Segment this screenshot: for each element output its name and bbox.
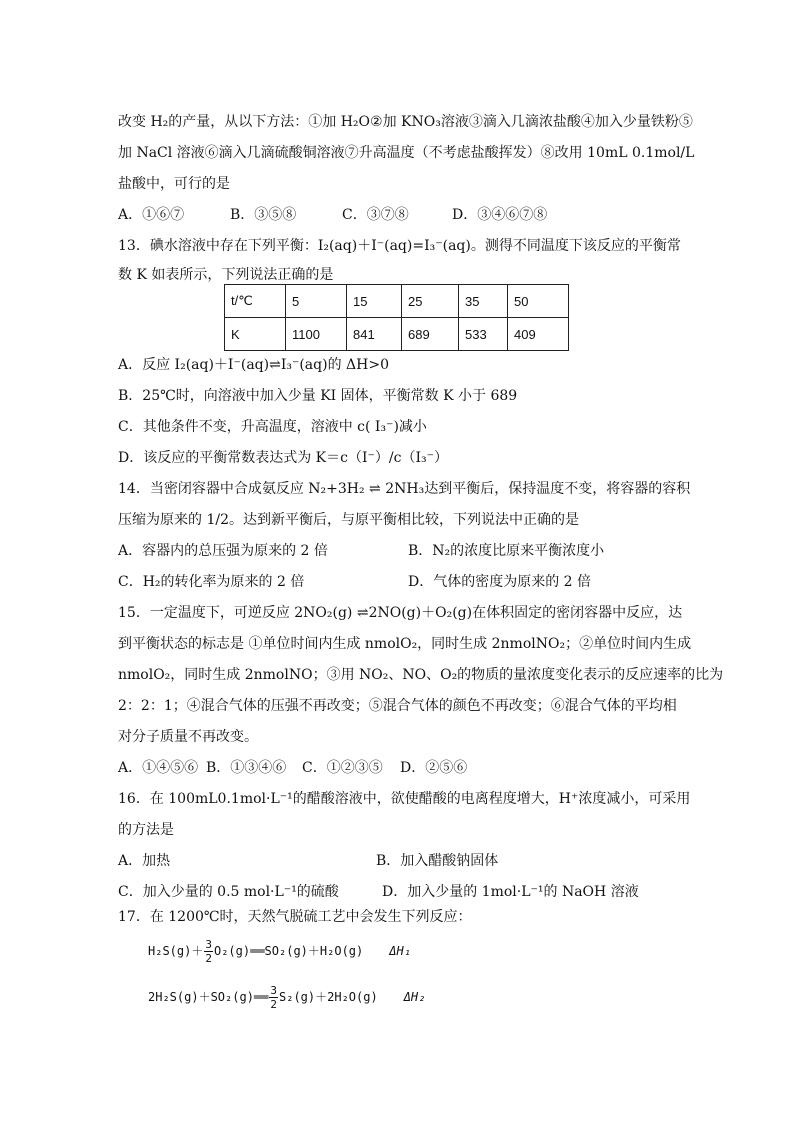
q13-option-b: B．25℃时，向溶液中加入少量 KI 固体，平衡常数 K 小于 689 [118, 388, 518, 404]
eq1-right: O₂(g)══SO₂(g)＋H₂O(g) [213, 944, 364, 958]
q14-option-d: D．气体的密度为原来的 2 倍 [408, 574, 592, 590]
q12-option-d: D．③④⑥⑦⑧ [452, 207, 548, 223]
eq1-denominator: 2 [205, 952, 212, 965]
table-cell: 841 [347, 318, 402, 351]
q14-options-cd [118, 572, 591, 592]
q15-line-1: 15．一定温度下，可逆反应 2NO₂(g) ⇌2NO(g)＋O₂(g)在体积固定的密闭容器中反应，达 [118, 605, 683, 621]
q15-line-5: 对分子质量不再改变。 [118, 729, 258, 745]
table-cell: 15 [347, 285, 402, 318]
table-cell: 50 [508, 285, 569, 318]
q14-option-c: C．H₂的转化率为原来的 2 倍 [118, 574, 305, 590]
eq1-fraction [204, 938, 213, 965]
table-cell: 1100 [286, 318, 347, 351]
eq2-left: 2H₂S(g)＋SO₂(g)══ [148, 990, 269, 1004]
q15-line-4: 2：2：1；④混合气体的压强不再改变；⑤混合气体的颜色不再改变；⑥混合气体的平均相 [118, 698, 677, 714]
q13-option-c: C．其他条件不变，升高温度，溶液中 c( I₃⁻)减小 [118, 419, 427, 435]
q12-option-a: A．①⑥⑦ [118, 207, 185, 223]
eq1-left: H₂S(g)＋ [148, 944, 204, 958]
table-row [225, 285, 569, 318]
equilibrium-constant-table [224, 284, 569, 351]
q16-line-2: 的方法是 [118, 822, 174, 838]
q13-line-2: 数 K 如表所示，下列说法正确的是 [118, 267, 334, 283]
q15-option-b: B．①③④⑥ [206, 760, 287, 776]
eq2-fraction [269, 984, 278, 1011]
q12-line-1: 改变 H₂的产量，从以下方法：①加 H₂O②加 KNO₃溶液③滴入几滴浓盐酸④加入少量铁粉⑤ [118, 114, 693, 130]
q14-option-b: B．N₂的浓度比原来平衡浓度小 [408, 543, 605, 559]
q15-option-c: C．①②③⑤ [302, 760, 383, 776]
q16-options-cd [118, 882, 639, 902]
q14-option-a: A．容器内的总压强为原来的 2 倍 [118, 543, 328, 559]
q13-line-1: 13．碘水溶液中存在下列平衡：I₂(aq)＋I⁻(aq)=I₃⁻(aq)。测得不同温度下该反应的平衡常 [118, 238, 681, 254]
q15-option-d: D．②⑤⑥ [400, 760, 468, 776]
q16-option-d: D．加入少量的 1mol·L⁻¹的 NaOH 溶液 [382, 884, 639, 900]
table-cell: 409 [508, 318, 569, 351]
eq1-enthalpy: ΔH₁ [389, 944, 411, 958]
q12-options [118, 205, 547, 225]
eq2-denominator: 2 [270, 998, 277, 1011]
eq2-right: S₂(g)＋2H₂O(g) [279, 990, 378, 1004]
table-cell: t/℃ [225, 285, 286, 318]
q12-line-3: 盐酸中，可行的是 [118, 176, 230, 192]
table-row [225, 318, 569, 351]
q15-line-2: 到平衡状态的标志是 ①单位时间内生成 nmolO₂，同时生成 2nmolNO₂；②单位时间内生成 [118, 636, 692, 652]
q13-option-d: D．该反应的平衡常数表达式为 K＝c（I⁻）/c（I₃⁻） [118, 450, 448, 466]
eq1-numerator: 3 [205, 938, 212, 951]
table-cell: 689 [402, 318, 459, 351]
q14-line-1: 14．当密闭容器中合成氨反应 N₂+3H₂ ⇌ 2NH₃达到平衡后，保持温度不变，将容器的容积 [118, 481, 691, 497]
q17-equation-1 [148, 938, 411, 965]
table-cell: 25 [402, 285, 459, 318]
q14-options-ab [118, 541, 604, 561]
q15-line-3: nmolO₂，同时生成 2nmolNO；③用 NO₂、NO、O₂的物质的量浓度变化表示的反应速率的比为 [118, 667, 724, 683]
q12-line-2: 加 NaCl 溶液⑥滴入几滴硫酸铜溶液⑦升高温度（不考虑盐酸挥发）⑧改用 10mL 0.1mol/L [118, 145, 695, 161]
q16-option-a: A．加热 [118, 853, 171, 869]
q16-options-ab [118, 851, 498, 871]
q12-option-b: B．③⑤⑧ [230, 207, 297, 223]
table-cell: 533 [459, 318, 508, 351]
q13-option-a: A．反应 I₂(aq)＋I⁻(aq)⇌I₃⁻(aq)的 ΔH>0 [118, 357, 389, 373]
q14-line-2: 压缩为原来的 1/2。达到新平衡后，与原平衡相比较，下列说法中正确的是 [118, 512, 579, 528]
q16-line-1: 16．在 100mL0.1mol·L⁻¹的醋酸溶液中，欲使醋酸的电离程度增大，H⁺浓度减小，可采用 [118, 791, 691, 807]
q17-line-1: 17．在 1200℃时，天然气脱硫工艺中会发生下列反应： [118, 909, 472, 925]
table-cell: 5 [286, 285, 347, 318]
eq2-numerator: 3 [270, 984, 277, 997]
q17-equation-2 [148, 984, 425, 1011]
eq2-enthalpy: ΔH₂ [403, 990, 426, 1004]
q16-option-c: C．加入少量的 0.5 mol·L⁻¹的硫酸 [118, 884, 339, 900]
q12-option-c: C．③⑦⑧ [342, 207, 409, 223]
table-cell: K [225, 318, 286, 351]
q15-options [118, 758, 467, 778]
q15-option-a: A．①④⑤⑥ [118, 760, 199, 776]
table-cell: 35 [459, 285, 508, 318]
q16-option-b: B．加入醋酸钠固体 [376, 853, 499, 869]
